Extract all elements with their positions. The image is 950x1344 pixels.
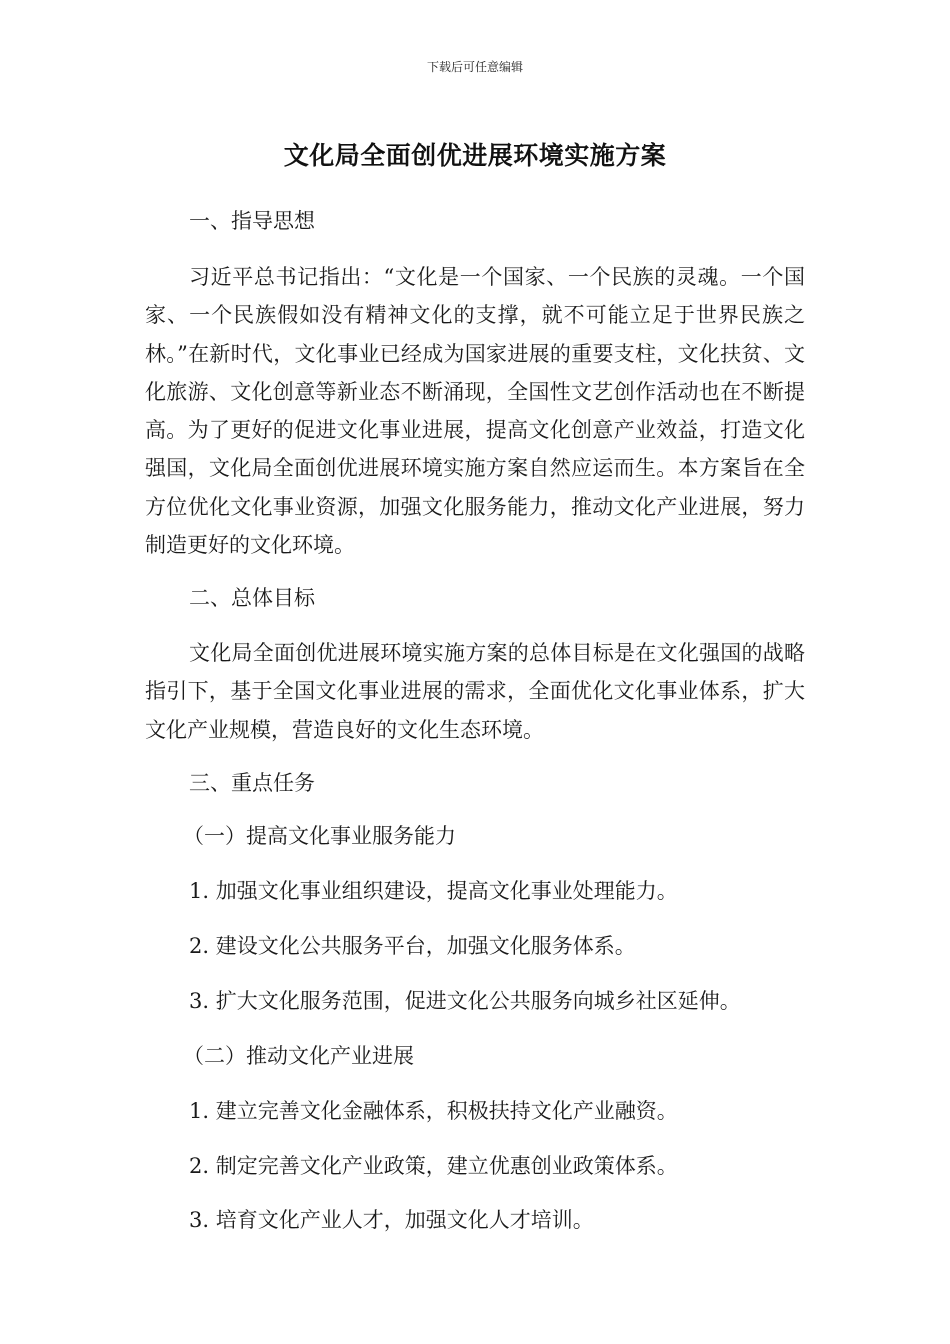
list-item: 1. 建立完善文化金融体系，积极扶持文化产业融资。: [189, 1099, 678, 1123]
list-item: 3. 培育文化产业人才，加强文化人才培训。: [189, 1208, 594, 1232]
section-heading-overall-goal: 二、总体目标: [189, 586, 315, 610]
list-item: 3. 扩大文化服务范围，促进文化公共服务向城乡社区延伸。: [189, 989, 741, 1013]
paragraph-guiding-ideology: 习近平总书记指出：“文化是一个国家、一个民族的灵魂。一个国家、一个民族假如没有精神文化的支撑，就不可能立足于世界民族之林。”在新时代，文化事业已经成为国家进展的重要支柱，文化扶贫、文化旅游、文化创意等新业态不断涌现，全国性文艺创作活动也在不断提高。为了更好的促进文化事业进展，提高文化创意产业效益，打造文化强国，文化局全面创优进展环境实施方案自然应运而生。本方案旨在全方位优化文化事业资源，加强文化服务能力，推动文化产业进展，努力制造更好的文化环境。: [145, 265, 805, 558]
subsection-heading-service-capacity: （一）提高文化事业服务能力: [183, 824, 456, 848]
paragraph-overall-goal: 文化局全面创优进展环境实施方案的总体目标是在文化强国的战略指引下，基于全国文化事业进展的需求，全面优化文化事业体系，扩大文化产业规模，营造良好的文化生态环境。: [145, 641, 805, 742]
subsection-heading-industry-development: （二）推动文化产业进展: [183, 1044, 414, 1068]
document-title: 文化局全面创优进展环境实施方案: [283, 141, 667, 170]
list-item: 2. 制定完善文化产业政策，建立优惠创业政策体系。: [189, 1154, 678, 1178]
section-heading-guiding-ideology: 一、指导思想: [189, 209, 315, 233]
header-note: 下载后可任意编辑: [426, 60, 523, 74]
list-item: 1. 加强文化事业组织建设，提高文化事业处理能力。: [189, 879, 678, 903]
section-heading-key-tasks: 三、重点任务: [189, 771, 315, 795]
list-item: 2. 建设文化公共服务平台，加强文化服务体系。: [189, 934, 636, 958]
